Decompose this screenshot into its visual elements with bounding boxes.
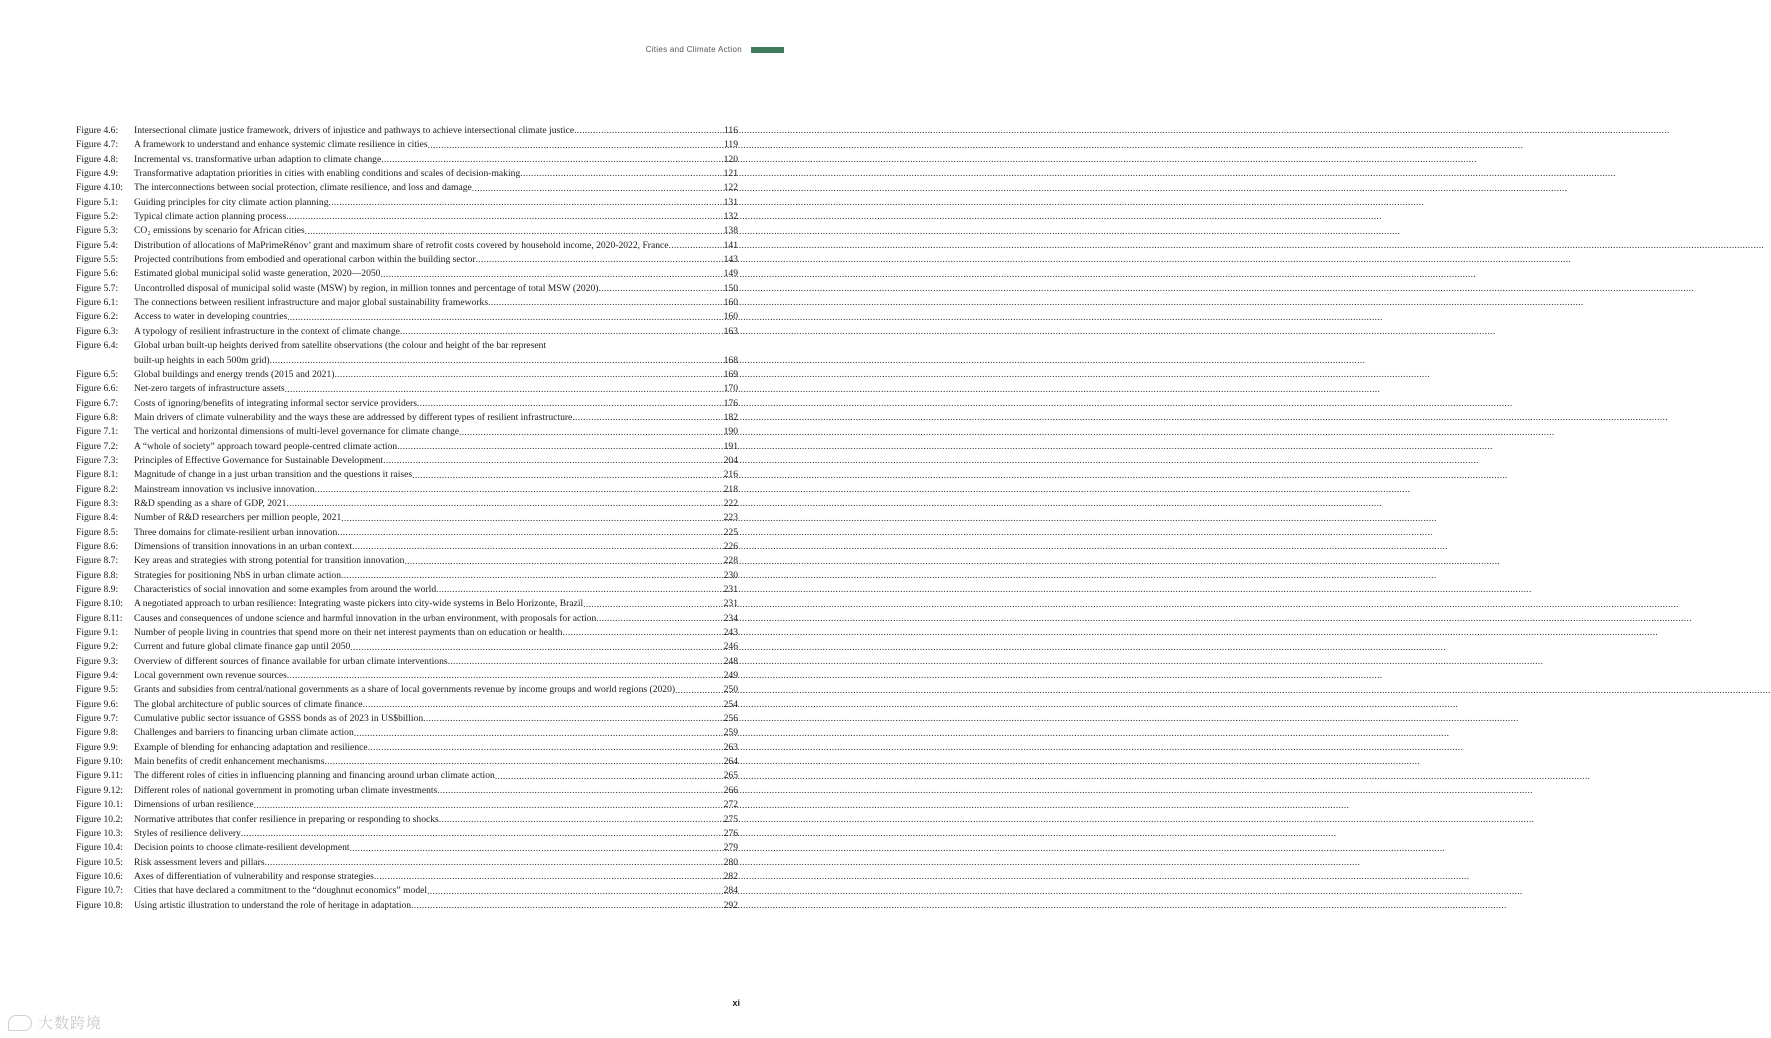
dot-leader <box>411 899 723 913</box>
figure-title: Typical climate action planning process <box>134 211 287 223</box>
page-ref: 250 <box>723 684 738 696</box>
figure-title: A typology of resilient infrastructure in the context of climate change <box>134 325 400 337</box>
toc-entry[interactable] <box>76 181 738 195</box>
figure-title: Distribution of allocations of MaPrimeRénov’ grant and maximum share of retrofit costs covered by household income, 2020-2022, France <box>134 239 669 251</box>
figure-title: Projected contributions from embodied and operational carbon within the building sector <box>134 254 476 266</box>
figure-number: Figure 6.5: <box>76 368 119 380</box>
toc-entry[interactable] <box>76 339 738 368</box>
page-ref: 225 <box>723 526 738 538</box>
dot-leader <box>329 196 723 210</box>
figure-number: Figure 7.2: <box>76 440 119 452</box>
dot-leader <box>436 583 722 597</box>
dot-leader <box>368 741 723 755</box>
figure-number: Figure 9.11: <box>76 770 123 782</box>
page-ref: 170 <box>723 383 738 395</box>
figure-title: A framework to understand and enhance systemic climate resilience in cities <box>134 139 428 151</box>
page-ref: 149 <box>723 268 738 280</box>
figure-title: The different roles of cities in influencing planning and financing around urban climate action <box>134 770 495 782</box>
page-ref: 275 <box>723 813 738 825</box>
dot-leader <box>381 153 722 167</box>
toc-entry[interactable] <box>76 612 738 626</box>
toc-entry[interactable] <box>76 153 738 167</box>
page-ref: 131 <box>723 196 738 208</box>
toc-entry[interactable] <box>76 540 738 554</box>
dot-leader <box>324 755 722 769</box>
figure-title: Challenges and barriers to financing urban climate action <box>134 727 354 739</box>
page-ref: 254 <box>723 698 738 710</box>
figure-number: Figure 5.2: <box>76 211 119 223</box>
dot-leader <box>596 612 722 626</box>
toc-entry[interactable] <box>76 626 738 640</box>
page-ref: 216 <box>723 469 738 481</box>
figure-title: A negotiated approach to urban resilience: Integrating waste pickers into city-wide systems in Belo Horizonte, Brazil <box>134 598 584 610</box>
dot-leader <box>341 569 723 583</box>
watermark <box>8 1012 102 1033</box>
figure-title: The global architecture of public sources of climate finance <box>134 698 363 710</box>
figure-number: Figure 6.7: <box>76 397 119 409</box>
dot-leader <box>574 124 723 138</box>
toc-entry[interactable] <box>76 741 738 755</box>
toc-entry[interactable] <box>76 669 738 683</box>
figure-number: Figure 9.10: <box>76 756 123 768</box>
toc-entry[interactable] <box>76 196 738 210</box>
dot-leader <box>417 397 723 411</box>
page-ref: 150 <box>723 282 738 294</box>
page-ref: 116 <box>723 125 738 136</box>
figure-number: Figure 7.1: <box>76 426 119 438</box>
page-ref: 272 <box>723 799 738 811</box>
figure-title: Number of people living in countries that spend more on their net interest payments than on education or health <box>134 627 563 639</box>
page-ref: 231 <box>723 584 738 595</box>
figure-title: Mainstream innovation vs inclusive innovation <box>134 483 315 495</box>
page-ref: 284 <box>723 885 738 897</box>
figure-title: Costs of ignoring/benefits of integrating informal sector service providers <box>134 397 417 409</box>
figure-number: Figure 10.4: <box>76 842 123 854</box>
figure-title-continued: built-up heights in each 500m grid) <box>134 354 270 366</box>
toc-entry[interactable] <box>76 267 738 281</box>
dot-leader <box>437 784 722 798</box>
page-ref: 169 <box>723 368 738 380</box>
page-ref: 190 <box>723 426 738 438</box>
page-ref: 263 <box>723 741 738 753</box>
toc-entry[interactable] <box>76 497 738 511</box>
page-ref: 132 <box>723 211 738 223</box>
figure-number: Figure 4.8: <box>76 153 119 165</box>
dot-leader <box>285 383 723 397</box>
figure-number: Figure 10.6: <box>76 870 123 882</box>
figure-title: Main benefits of credit enhancement mechanisms <box>134 756 325 768</box>
page-number: xi <box>732 998 740 1008</box>
page-ref: 226 <box>723 540 738 552</box>
dot-leader <box>341 512 722 526</box>
running-header-title: Cities and Climate Action <box>645 45 742 54</box>
dot-leader <box>305 225 723 239</box>
figure-title: Overview of different sources of finance available for urban climate interventions <box>134 655 448 667</box>
dot-leader <box>352 540 722 554</box>
dot-leader <box>383 454 722 468</box>
toc-entry[interactable] <box>76 583 738 597</box>
dot-leader <box>287 669 723 683</box>
toc-entry[interactable] <box>76 397 738 411</box>
dot-leader <box>439 813 723 827</box>
page-ref: 160 <box>723 311 738 323</box>
toc-entry[interactable] <box>76 454 738 468</box>
dot-leader <box>562 626 722 640</box>
dot-leader <box>334 368 722 382</box>
page-ref: 122 <box>723 182 738 194</box>
figure-title: The interconnections between social protection, climate resilience, and loss and damage <box>134 182 472 194</box>
toc-entry[interactable] <box>76 210 738 224</box>
figure-title: Access to water in developing countries <box>134 311 288 323</box>
toc-entry[interactable] <box>76 698 738 712</box>
dot-leader <box>488 296 723 310</box>
page-ref: 223 <box>723 512 738 524</box>
figure-number: Figure 9.12: <box>76 784 123 796</box>
figure-number: Figure 10.5: <box>76 856 123 868</box>
figure-number: Figure 4.7: <box>76 139 119 151</box>
figure-title: The vertical and horizontal dimensions of multi-level governance for climate change <box>134 426 459 438</box>
figure-number: Figure 9.2: <box>76 641 119 653</box>
figure-title: Different roles of national government in promoting urban climate investments <box>134 784 438 796</box>
figure-number: Figure 5.1: <box>76 196 119 208</box>
page-ref: 163 <box>723 325 738 337</box>
figure-title: Risk assessment levers and pillars <box>134 856 265 868</box>
figure-number: Figure 7.3: <box>76 454 119 466</box>
figure-title: Normative attributes that confer resilience in preparing or responding to shocks <box>134 813 439 825</box>
page-ref: 282 <box>723 870 738 882</box>
page-ref: 218 <box>723 483 738 495</box>
toc-entry[interactable] <box>76 368 738 382</box>
watermark-text: 大数跨境 <box>38 1015 103 1032</box>
figure-title: Incremental vs. transformative urban adaption to climate change <box>134 153 382 165</box>
figure-number: Figure 9.6: <box>76 698 119 710</box>
toc-entry[interactable] <box>76 856 738 870</box>
page-ref: 276 <box>723 827 738 839</box>
toc-entry[interactable] <box>76 382 738 396</box>
figure-number: Figure 5.6: <box>76 268 119 280</box>
toc-entry[interactable] <box>76 755 738 769</box>
figure-number: Figure 8.11: <box>76 612 123 624</box>
toc-entry[interactable] <box>76 712 738 726</box>
figure-number: Figure 4.10: <box>76 182 123 194</box>
page-ref: 265 <box>723 770 738 782</box>
list-of-figures <box>76 124 738 913</box>
toc-entry[interactable] <box>76 899 738 913</box>
toc-entry[interactable] <box>76 798 738 812</box>
page-ref: 119 <box>723 139 738 151</box>
figure-number: Figure 9.9: <box>76 741 119 753</box>
figure-number: Figure 5.7: <box>76 282 119 294</box>
dot-leader <box>428 139 723 153</box>
page-ref: 280 <box>723 856 738 868</box>
page-ref: 141 <box>723 239 738 251</box>
figure-number: Figure 6.4: <box>76 340 119 352</box>
page-ref: 246 <box>723 641 738 653</box>
figure-title: Number of R&D researchers per million people, 2021 <box>134 512 342 524</box>
figure-title: Decision points to choose climate-resilient development <box>134 842 350 854</box>
toc-entry[interactable] <box>76 239 738 253</box>
dot-leader <box>286 497 722 511</box>
figure-title: Guiding principles for city climate action planning <box>134 196 329 208</box>
toc-entry[interactable] <box>76 124 738 138</box>
toc-entry[interactable] <box>76 769 738 783</box>
figure-title: Three domains for climate-resilient urban innovation <box>134 526 338 538</box>
figure-title: Axes of differentiation of vulnerability and response strategies <box>134 870 374 882</box>
figure-number: Figure 4.9: <box>76 168 119 180</box>
figure-number: Figure 8.1: <box>76 469 119 481</box>
figure-number: Figure 8.6: <box>76 540 119 552</box>
toc-entry[interactable] <box>76 870 738 884</box>
page-ref: 204 <box>723 454 738 466</box>
figure-title: Grants and subsidies from central/national governments as a share of local governments revenue by income groups and world regions (2020) <box>134 684 676 696</box>
figure-title: Cumulative public sector issuance of GSSS bonds as of 2023 in US$billion <box>134 713 424 725</box>
toc-entry[interactable] <box>76 282 738 296</box>
figure-number: Figure 9.5: <box>76 684 119 696</box>
dot-leader <box>374 870 723 884</box>
figure-title: Main drivers of climate vulnerability and the ways these are addressed by different types of resilient infrastructure <box>134 411 573 423</box>
dot-leader <box>520 167 722 181</box>
toc-entry[interactable] <box>76 483 738 497</box>
figure-title: Uncontrolled disposal of municipal solid waste (MSW) by region, in million tonnes and percentage of total MSW (2020) <box>134 282 599 294</box>
page-ref: 160 <box>723 297 738 309</box>
page-ref: 243 <box>723 627 738 639</box>
figure-number: Figure 8.10: <box>76 598 123 610</box>
figure-title: Dimensions of transition innovations in an urban context <box>134 540 353 552</box>
dot-leader <box>448 655 723 669</box>
toc-entry[interactable] <box>76 884 738 898</box>
page-ref: 292 <box>723 899 738 911</box>
figure-title: Current and future global climate finance gap until 2050 <box>134 641 351 653</box>
toc-entry[interactable] <box>76 827 738 841</box>
toc-entry[interactable] <box>76 468 738 482</box>
toc-entry[interactable] <box>76 569 738 583</box>
dot-leader <box>397 440 722 454</box>
dot-leader <box>380 268 722 282</box>
figure-number: Figure 8.7: <box>76 555 119 567</box>
dot-leader <box>287 311 722 325</box>
figure-title: Causes and consequences of undone science and harmful innovation in the urban environment, with proposals for action <box>134 612 597 624</box>
page-ref: 182 <box>723 411 738 423</box>
figure-number: Figure 5.3: <box>76 225 119 237</box>
toc-entry[interactable] <box>76 554 738 568</box>
dot-leader <box>423 712 722 726</box>
figure-title: The connections between resilient infrastructure and major global sustainability frameworks <box>134 297 489 309</box>
page-ref: 120 <box>723 153 738 165</box>
figure-number: Figure 6.1: <box>76 297 119 309</box>
toc-entry[interactable] <box>76 813 738 827</box>
figure-number: Figure 10.7: <box>76 885 123 897</box>
figure-title: Net-zero targets of infrastructure assets <box>134 383 285 395</box>
page-ref: 176 <box>723 397 738 409</box>
page-ref: 249 <box>723 670 738 682</box>
figure-number: Figure 6.2: <box>76 311 119 323</box>
figure-number: Figure 6.6: <box>76 383 119 395</box>
figure-title: Transformative adaptation priorities in cities with enabling conditions and scales of decision-making <box>134 168 521 180</box>
figure-title: A “whole of society” approach toward people-centred climate action <box>134 440 398 452</box>
figure-number: Figure 8.9: <box>76 584 119 595</box>
dot-leader <box>404 555 722 569</box>
toc-entry[interactable] <box>76 296 738 310</box>
page-ref: 234 <box>723 612 738 624</box>
figure-number: Figure 9.1: <box>76 627 119 639</box>
dot-leader <box>459 426 723 440</box>
figure-title: Example of blending for enhancing adaptation and resilience <box>134 741 368 753</box>
toc-entry[interactable] <box>76 726 738 740</box>
dot-leader <box>350 842 723 856</box>
figure-number: Figure 5.4: <box>76 239 119 251</box>
figure-title: Cities that have declared a commitment to the “doughnut economics” model <box>134 885 428 897</box>
toc-entry[interactable] <box>76 411 738 425</box>
figure-number: Figure 8.8: <box>76 569 119 581</box>
dot-leader <box>286 210 722 224</box>
dot-leader <box>363 698 723 712</box>
dot-leader <box>254 799 723 813</box>
figure-number: Figure 10.8: <box>76 899 123 911</box>
figure-title: Local government own revenue sources <box>134 670 287 682</box>
header-accent-bar <box>751 47 784 53</box>
page-ref: 256 <box>723 713 738 725</box>
page-ref: 222 <box>723 497 738 509</box>
figure-title: Intersectional climate justice framework, drivers of injustice and pathways to achieve intersectional climate justice <box>134 125 575 136</box>
figure-number: Figure 8.2: <box>76 483 119 495</box>
dot-leader <box>412 469 722 483</box>
dot-leader <box>599 282 723 296</box>
toc-entry[interactable] <box>76 511 738 525</box>
figure-number: Figure 10.1: <box>76 799 123 811</box>
toc-entry[interactable] <box>76 167 738 181</box>
dot-leader <box>675 684 723 698</box>
watermark-logo-icon <box>8 1015 32 1031</box>
figure-title: Global buildings and energy trends (2015 and 2021) <box>134 368 335 380</box>
figure-number: Figure 9.3: <box>76 655 119 667</box>
figure-title: Using artistic illustration to understand the role of heritage in adaptation <box>134 899 412 911</box>
dot-leader <box>427 885 723 899</box>
dot-leader <box>354 727 723 741</box>
toc-entry[interactable] <box>76 325 738 339</box>
toc-entry[interactable] <box>76 526 738 540</box>
figure-number: Figure 9.7: <box>76 713 119 725</box>
toc-entry[interactable] <box>76 253 738 267</box>
dot-leader <box>476 253 723 267</box>
figure-title: R&D spending as a share of GDP, 2021 <box>134 497 287 509</box>
figure-number: Figure 9.8: <box>76 727 119 739</box>
dot-leader <box>315 483 723 497</box>
dot-leader <box>350 641 722 655</box>
figure-number: Figure 6.3: <box>76 325 119 337</box>
figure-title: Dimensions of urban resilience <box>134 799 254 811</box>
figure-number: Figure 8.5: <box>76 526 119 538</box>
page-ref: 191 <box>723 440 738 452</box>
page-ref: 248 <box>723 655 738 667</box>
figure-title: Characteristics of social innovation and some examples from around the world <box>134 584 437 595</box>
page-ref: 230 <box>723 569 738 581</box>
figure-number: Figure 8.3: <box>76 497 119 509</box>
dot-leader <box>495 770 723 784</box>
toc-entry[interactable] <box>76 224 738 238</box>
figure-number: Figure 9.4: <box>76 670 119 682</box>
figure-title: Key areas and strategies with strong potential for transition innovation <box>134 555 405 567</box>
figure-title: Global urban built-up heights derived from satellite observations (the colour and height of the bar represent <box>134 340 547 352</box>
page-ref: 259 <box>723 727 738 739</box>
page-ref: 228 <box>723 555 738 567</box>
page-ref: 231 <box>723 598 738 610</box>
dot-leader <box>337 526 722 540</box>
toc-entry[interactable] <box>76 440 738 454</box>
dot-leader <box>265 856 723 870</box>
page-ref: 143 <box>723 254 738 266</box>
dot-leader <box>572 411 722 425</box>
page-ref: 168 <box>723 354 738 366</box>
figure-title: CO₂ emissions by scenario for African cities <box>134 225 305 237</box>
page-ref: 121 <box>723 168 738 180</box>
toc-entry[interactable] <box>76 683 738 697</box>
dot-leader <box>583 598 722 612</box>
figure-title: Strategies for positioning NbS in urban climate action <box>134 569 342 581</box>
page-ref: 264 <box>723 756 738 768</box>
toc-entry[interactable] <box>76 841 738 855</box>
toc-entry[interactable] <box>76 597 738 611</box>
figure-number: Figure 6.8: <box>76 411 119 423</box>
figure-title: Principles of Effective Governance for Sustainable Development <box>134 454 384 466</box>
figure-title: Estimated global municipal solid waste generation, 2020—2050 <box>134 268 381 280</box>
running-header <box>0 44 816 58</box>
toc-entry[interactable] <box>76 655 738 669</box>
dot-leader <box>669 239 723 253</box>
figure-title: Styles of resilience delivery <box>134 827 241 839</box>
toc-entry[interactable] <box>76 784 738 798</box>
toc-entry[interactable] <box>76 640 738 654</box>
dot-leader <box>270 354 723 368</box>
page-ref: 266 <box>723 784 738 796</box>
page-ref: 279 <box>723 842 738 854</box>
figure-title: Magnitude of change in a just urban transition and the questions it raises <box>134 469 413 481</box>
figure-number: Figure 10.2: <box>76 813 123 825</box>
figure-number: Figure 8.4: <box>76 512 119 524</box>
dot-leader <box>400 325 723 339</box>
toc-entry[interactable] <box>76 425 738 439</box>
figure-number: Figure 4.6: <box>76 125 119 136</box>
toc-entry[interactable] <box>76 138 738 152</box>
dot-leader <box>472 182 723 196</box>
figure-number: Figure 10.3: <box>76 827 123 839</box>
figure-number: Figure 5.5: <box>76 254 119 266</box>
page-ref: 138 <box>723 225 738 237</box>
dot-leader <box>241 827 723 841</box>
toc-entry[interactable] <box>76 310 738 324</box>
